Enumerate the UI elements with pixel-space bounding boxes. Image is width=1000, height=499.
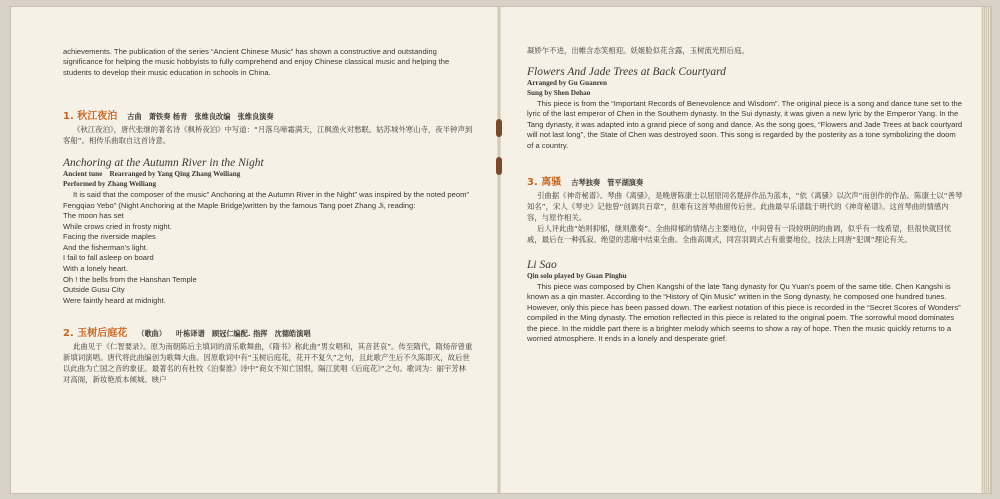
section-1-credit-performed: Performed by Zhang Weiliang xyxy=(63,180,157,189)
poem-line: Outside Gusu City xyxy=(63,285,125,295)
section-2-tag: （歌曲） xyxy=(137,329,167,339)
section-2-number: 2. 玉树后庭花 xyxy=(63,328,128,340)
section-3-en-text: This piece was composed by Chen Kangshi of the late Tang dynasty for Qu Yuan's poem of the same title. Chen Kangshi is known as a qin master. According to the “History of Qin Music” written in the Song dynasty, he composed one hundred tunes. However, only this piece has been passed down. The earliest notation of this piece is recorded in the “Secret Scores of Wonders” compiled in the Ming dynasty. The emotion reflected in this piece is related to the original poem. The sorrowful mood dominates the piece. In the middle part there is a brighter melody which seems to show a ray of hope. Then the music quickly returns to a worried atmosphere. It ends in a lonely and desperate grief. xyxy=(527,282,961,344)
poem-line: Facing the riverside maples xyxy=(63,232,156,242)
poem-line: Were faintly heard at midnight. xyxy=(63,295,166,305)
section-3-cn-text-1: 引曲据《神奇秘谱》。琴曲《离骚》，是晚唐陈康士以屈原同名楚辞作品为蓝本，“依《离骚》以次声”而创作的作品。陈康士以“善琴知名”，宋人《琴史》记他曾“创调共百章”，但难有这首琴曲留传后世。此曲最早乐谱载于明代的《神奇秘谱》。这首琴曲的情感内容，与原作相关。 xyxy=(527,191,963,223)
poem-line: And the fisherman's light. xyxy=(63,242,149,252)
intro-paragraph: achievements. The publication of the series “Ancient Chinese Music” has shown a constructive and outstanding significance for helping the music hobbyists to fully comprehend and enjoy Chinese classical music and helping the students to develop their music education in schools in China. xyxy=(63,47,450,77)
section-1-cn-text: 《秋江夜泊》，唐代张继的著名诗《枫桥夜泊》中写道：“月落乌啼霜满天，江枫渔火对愁眠。姑苏城外寒山寺，夜半钟声到客船”。相传乐曲取自这首诗意。 xyxy=(63,125,473,146)
page-stack-edge xyxy=(981,7,991,493)
section-1-number: 1. 秋江夜泊 xyxy=(63,111,118,123)
continued-lyric: 凝娇乍不进，出帷含态笑相迎。妖姬脸似花含露，玉树流光照后庭。 xyxy=(527,46,749,55)
section-1-credits-cn: 古曲 萧铁奏 杨青 张维良改编 张维良演奏 xyxy=(127,112,274,122)
poem xyxy=(63,211,473,306)
section-2-credits-cn: 叶栋译谱 顾冠仁编配. 指挥 沈德皓演唱 xyxy=(176,329,311,339)
section-1-en-text: It is said that the composer of the music” Anchoring at the Autumn River in the Night” was inspired by the noted peom” Fengqiao Yebo” (Night Anchoring at the Maple Bridge)written by the famous Tang poet Zhang Ji, reading: xyxy=(63,190,469,210)
section-2-en-title: Flowers And Jade Trees at Back Courtyard xyxy=(527,66,726,78)
section-3-en-title: Li Sao xyxy=(527,259,557,272)
section-2-credit-arranged: Arranged by Gu Guanren xyxy=(527,79,607,87)
section-2-credit-sung: Sung by Shen Dehao xyxy=(527,89,591,97)
section-3-credits-cn: 古琴独奏 管平湖演奏 xyxy=(571,178,644,188)
section-2-header xyxy=(63,324,473,339)
booklet-spread xyxy=(10,6,992,494)
poem-line: Oh ! the bells from the Hanshan Temple xyxy=(63,274,197,284)
section-2-cn-text: 此曲见于《仁智要录》。原为南朝陈后主填词的清乐歌舞曲，《隋书》称此曲“男女唱和，其音甚哀”。传至隋代，隋炀帝曾重新填词演唱。唐代将此曲编创为歌舞大曲。因原歌词中有“玉树后庭花，花开不复久”之句，且此歌产生后不久陈即灭，故后世以此曲为亡国之音的象征。最著名的有杜牧《泊秦淮》诗中“商女不知亡国恨，隔江犹唱《后庭花》”之句。歌词为：丽宇芳林对高阁，新妆艳质本倾城。映户 xyxy=(63,342,473,385)
left-page xyxy=(11,7,499,493)
poem-line: I fail to fall asleep on board xyxy=(63,253,154,263)
section-3-header xyxy=(527,173,963,188)
section-1-credit-arranged: Ancient tune Rearranged by Yang Qing Zhang Weiliang xyxy=(63,170,241,179)
section-3-credit-played: Qin solo played by Guan Pinghu xyxy=(527,272,627,281)
right-page xyxy=(499,7,993,493)
section-1-header xyxy=(63,107,473,122)
poem-line: With a lonely heart. xyxy=(63,264,128,273)
section-3-number: 3. 离骚 xyxy=(527,177,562,189)
poem-line: While crows cried in frosty night. xyxy=(63,221,172,231)
section-2-en-text: This piece is from the “Important Records of Benevolence and Wisdom”. The original piece is a song and dance tune set to the lyric of the last emperor of Chen in the Southern dynasty. In the Sui dynasty, it was given a new lyric by the Emperor Yang. In the Tang dynasty, it was adapted into a grand piece of song and dance. As the song goes, “Flowers and Jade Trees at back courtyard will not last long”, the State of Chen was destroyed soon. This song is regarded by the posterity as a tone symbolizing the doom of a country. xyxy=(527,99,963,150)
section-1-en-title: Anchoring at the Autumn River in the Night xyxy=(63,157,264,170)
section-3-cn-text-2: 后人评此曲“始则抑郁，继则激奏”。全曲抑郁的情绪占主要地位，中间曾有一段较明朗的曲调，似乎有一线希望，但很快就回忧戚，最后在一种孤寂、绝望的悲痛中结束全曲。全曲高调式，同宫羽调式占有重要地位，技法上同唐“犯调”理论有关。 xyxy=(527,224,952,245)
poem-line: The moon has set xyxy=(63,211,124,221)
